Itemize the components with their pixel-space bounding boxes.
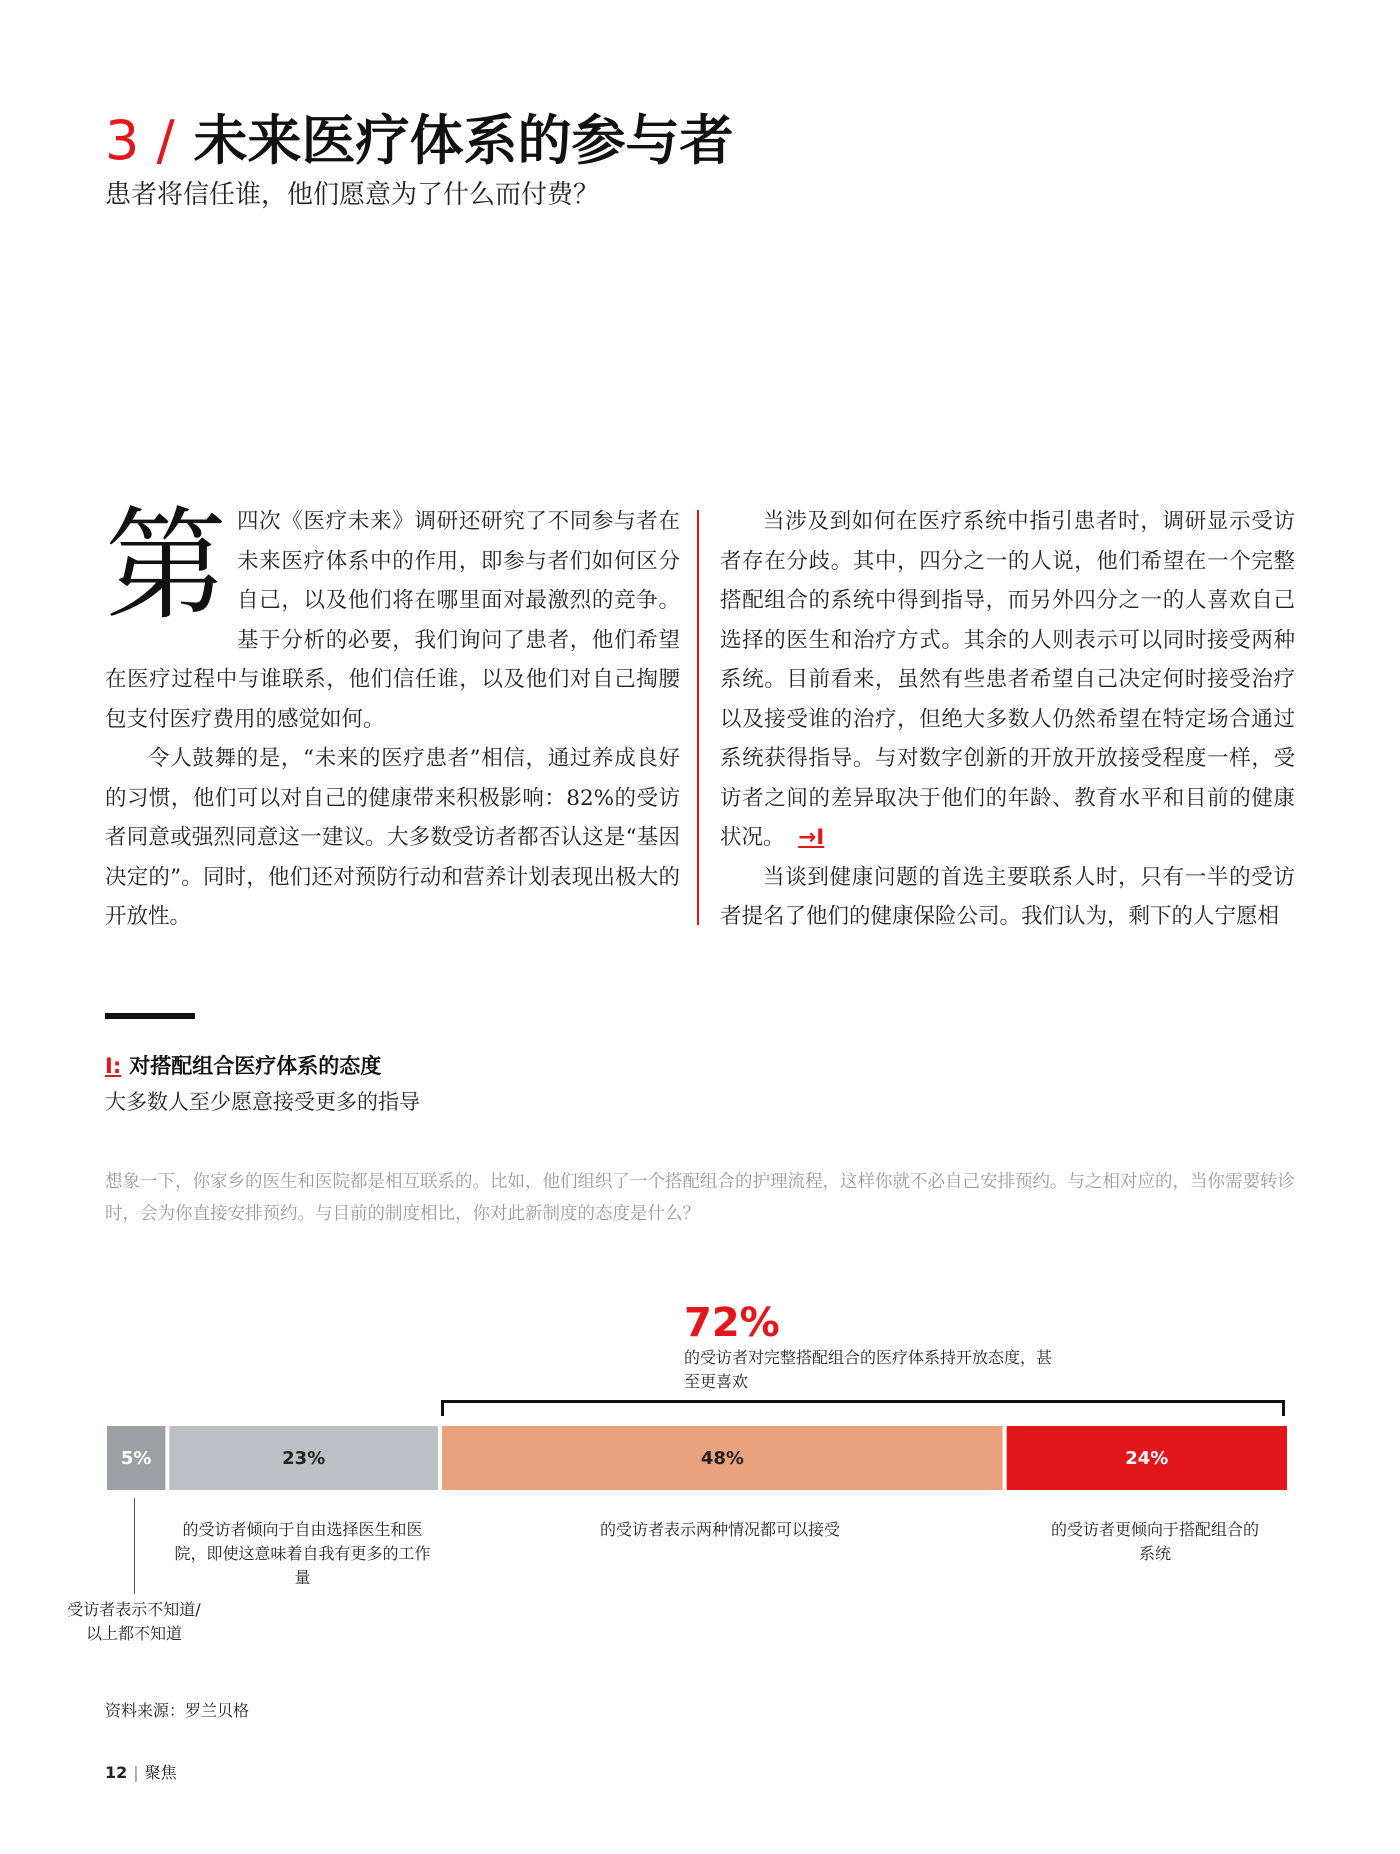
page-title — [105, 98, 734, 175]
paragraph-intro: 第四次《医疗未来》调研还研究了不同参与者在未来医疗体系中的作用，即参与者们如何区分自己，以及他们将在哪里面对最激烈的竞争。基于分析的必要，我们询问了患者，他们希望在医疗过程中与谁联系，他们信任谁，以及他们对自己掏腰包支付医疗费用的感觉如何。 — [105, 495, 680, 732]
dont-know-leader-line — [134, 1498, 135, 1594]
paragraph-guidance — [720, 502, 1295, 858]
figure-title — [105, 1050, 381, 1080]
desc-integrated: 的受访者更倾向于搭配组合的系统 — [1050, 1520, 1259, 1563]
page-footer — [105, 1760, 177, 1783]
figure-reference-link[interactable]: →I — [798, 825, 825, 850]
survey-question: 想象一下，你家乡的医生和医院都是相互联系的。比如，他们组织了一个搭配组合的护理流程，这样你就不必自己安排预约。与之相对应的，当你需要转诊时，会为你直接安排预约。与目前的制度相比，你对此新制度的态度是什么？ — [105, 1172, 1295, 1224]
callout-text: 的受访者对完整搭配组合的医疗体系持开放态度，甚至更喜欢 — [684, 1348, 1053, 1391]
right-column — [720, 502, 1295, 937]
title-text: 未来医疗体系的参与者 — [193, 109, 734, 172]
bar-label-4: 24% — [1125, 1448, 1169, 1469]
footer-section: 聚焦 — [144, 1763, 177, 1782]
paragraph-habits: 令人鼓舞的是，“未来的医疗患者”相信，通过养成良好的习惯，他们可以对自己的健康带来积极影响：82%的受访者同意或强烈同意这一建议。大多数受访者都否认这是“基因决定的”。同时，他们还对预防行动和营养计划表现出极大的开放性。 — [105, 746, 680, 929]
figure-divider — [105, 1013, 195, 1019]
column-divider — [697, 510, 699, 925]
page-number: 12 — [105, 1763, 128, 1782]
left-column — [105, 495, 680, 937]
footer-separator: | — [133, 1763, 139, 1782]
desc-free-choice: 的受访者倾向于自由选择医生和医院，即使这意味着自我有更多的工作量 — [174, 1520, 431, 1587]
desc-dont-know: 受访者表示不知道/以上都不知道 — [67, 1600, 201, 1643]
source-note: 资料来源：罗兰贝格 — [105, 1701, 250, 1720]
figure-label: I: — [105, 1054, 122, 1078]
paragraph-guidance-text: 当涉及到如何在医疗系统中指引患者时，调研显示受访者存在分歧。其中，四分之一的人说，他们希望在一个完整搭配组合的系统中得到指导，而另外四分之一的人喜欢自己选择的医生和治疗方式。其余的人则表示可以同时接受两种系统。目前看来，虽然有些患者希望自己决定何时接受治疗以及接受谁的治疗，但绝大多数人仍然希望在特定场合通过系统获得指导。与对数字创新的开放开放接受程度一样，受访者之间的差异取决于他们的年龄、教育水平和目前的健康状况。 — [720, 509, 1295, 850]
page-subtitle: 患者将信任谁，他们愿意为了什么而付费？ — [105, 180, 600, 210]
stacked-bar-chart — [0, 1420, 1400, 1490]
bar-label-3: 48% — [700, 1448, 744, 1469]
callout-bracket — [441, 1400, 1285, 1416]
paragraph-contact: 当谈到健康问题的首选主要联系人时，只有一半的受访者提名了他们的健康保险公司。我们认为，剩下的人宁愿相 — [720, 864, 1295, 929]
figure-subtitle: 大多数人至少愿意接受更多的指导 — [105, 1090, 420, 1114]
bar-label-2: 23% — [282, 1448, 326, 1469]
bar-label-1: 5% — [120, 1448, 152, 1469]
callout-value: 72% — [684, 1300, 780, 1346]
section-number: 3 / — [105, 109, 175, 172]
figure-title-text: 对搭配组合医疗体系的态度 — [129, 1054, 382, 1078]
desc-both: 的受访者表示两种情况都可以接受 — [599, 1520, 840, 1539]
